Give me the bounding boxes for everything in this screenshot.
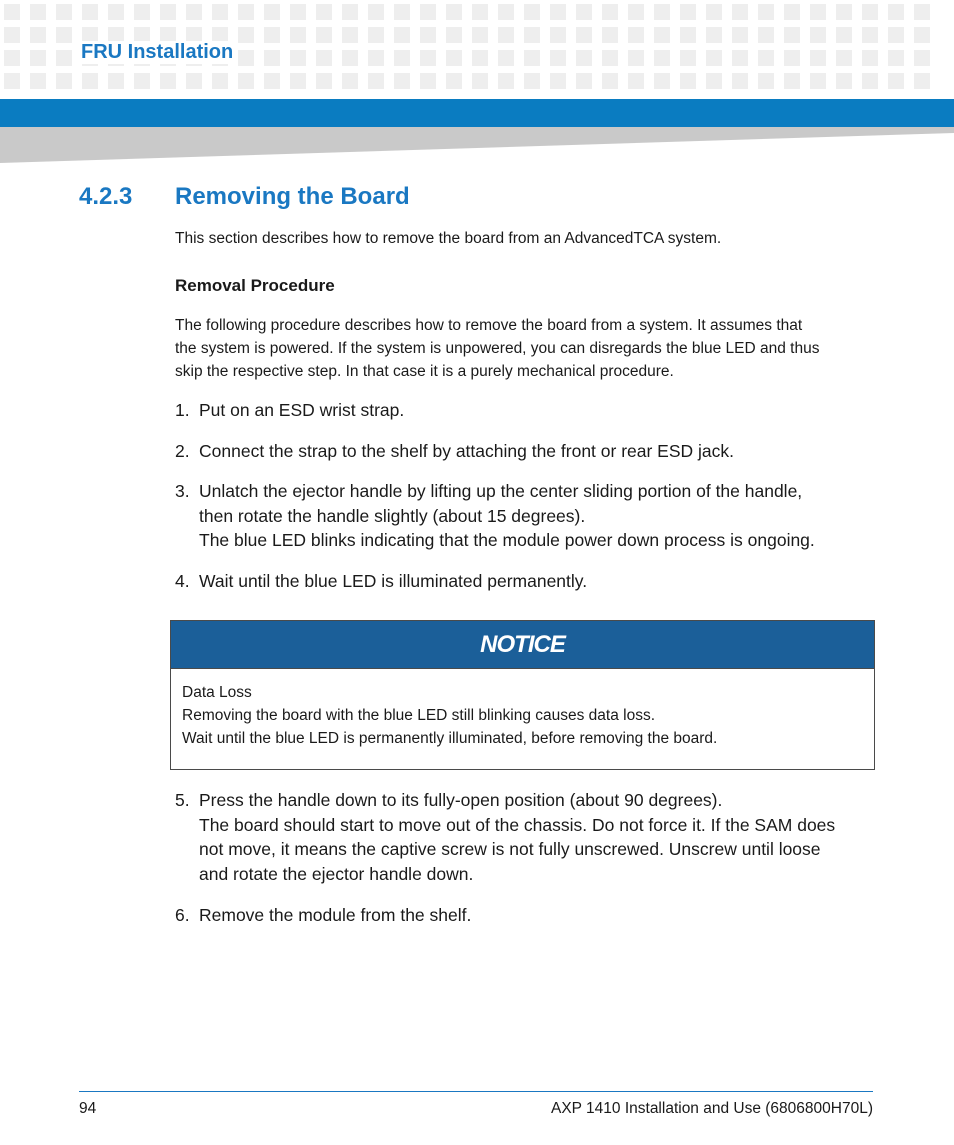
header-pattern-square	[758, 4, 774, 20]
step-line: The board should start to move out of the chassis. Do not force it. If the SAM does	[199, 814, 836, 835]
header-pattern-square	[602, 27, 618, 43]
header-pattern-square	[30, 73, 46, 89]
header-pattern-square	[654, 27, 670, 43]
header-pattern-square	[30, 27, 46, 43]
header-pattern-square	[394, 73, 410, 89]
procedure-description-line: skip the respective step. In that case it is a purely mechanical procedure.	[175, 363, 674, 380]
procedure-description-line: the system is powered. If the system is unpowered, you can disregards the blue LED and thus	[175, 340, 820, 357]
header-pattern-square	[160, 73, 176, 89]
header-pattern-square	[732, 27, 748, 43]
notice-line: Removing the board with the blue LED still blinking causes data loss.	[182, 707, 656, 724]
header-pattern-square	[342, 27, 358, 43]
step-line: The blue LED blinks indicating that the module power down process is ongoing.	[199, 530, 815, 550]
header-pattern-square	[472, 4, 488, 20]
header-pattern-square	[498, 73, 514, 89]
step-number: 2.	[175, 441, 190, 461]
header-pattern-square	[654, 4, 670, 20]
header-pattern-square	[4, 73, 20, 89]
header-pattern-square	[446, 4, 462, 20]
running-header-title: FRU Installation	[81, 41, 234, 63]
procedure-step-4	[175, 569, 875, 594]
header-pattern-square	[498, 50, 514, 66]
header-pattern-square	[420, 27, 436, 43]
step-number: 1.	[175, 400, 190, 420]
header-pattern-square	[758, 50, 774, 66]
header-pattern-square	[732, 4, 748, 20]
step-line: then rotate the handle slightly (about 15 degrees).	[199, 505, 586, 526]
header-pattern-square	[862, 73, 878, 89]
header-pattern-square	[82, 73, 98, 89]
header-pattern-square	[524, 4, 540, 20]
header-pattern-square	[550, 4, 566, 20]
header-pattern-square	[4, 27, 20, 43]
header-pattern-square	[758, 27, 774, 43]
header-pattern-square	[134, 4, 150, 20]
header-pattern-square	[810, 27, 826, 43]
header-pattern-square	[680, 73, 696, 89]
step-line: Press the handle down to its fully-open position (about 90 degrees).	[199, 790, 723, 810]
header-pattern-square	[264, 50, 280, 66]
header-pattern-square	[576, 4, 592, 20]
header-pattern-square	[784, 73, 800, 89]
header-pattern-square	[784, 27, 800, 43]
procedure-heading: Removal Procedure	[175, 276, 335, 295]
notice-label: NOTICE	[480, 630, 565, 658]
header-pattern-square	[238, 73, 254, 89]
header-pattern-square	[576, 50, 592, 66]
header-pattern-square	[524, 50, 540, 66]
header-pattern-square	[368, 50, 384, 66]
step-line: Wait until the blue LED is illuminated permanently.	[199, 571, 588, 591]
header-pattern-square	[290, 50, 306, 66]
header-pattern-square	[862, 27, 878, 43]
header-pattern-square	[316, 73, 332, 89]
step-line: Put on an ESD wrist strap.	[199, 400, 405, 420]
notice-body	[171, 669, 874, 750]
header-pattern-square	[498, 4, 514, 20]
header-pattern-square	[82, 4, 98, 20]
header-pattern-square	[368, 27, 384, 43]
notice-line: Wait until the blue LED is permanently illuminated, before removing the board.	[182, 730, 718, 747]
header-pattern-square	[810, 73, 826, 89]
header-pattern-square	[316, 50, 332, 66]
header-pattern-square	[290, 73, 306, 89]
header-pattern-square	[628, 50, 644, 66]
header-pattern-square	[602, 4, 618, 20]
header-pattern-square	[524, 73, 540, 89]
page-number: 94	[79, 1100, 97, 1117]
section-intro: This section describes how to remove the board from an AdvancedTCA system.	[175, 230, 722, 247]
step-line: Unlatch the ejector handle by lifting up the center sliding portion of the handle,	[199, 481, 803, 501]
header-pattern-square	[628, 4, 644, 20]
header-pattern-square	[316, 27, 332, 43]
step-line: and rotate the ejector handle down.	[199, 863, 474, 884]
header-pattern-square	[290, 27, 306, 43]
header-pattern-square	[342, 73, 358, 89]
header-pattern-square	[836, 73, 852, 89]
header-pattern-square	[524, 27, 540, 43]
header-pattern-square	[576, 27, 592, 43]
section-title: Removing the Board	[175, 183, 410, 210]
procedure-step-5	[175, 788, 875, 886]
header-pattern-square	[706, 73, 722, 89]
header-pattern-square	[420, 73, 436, 89]
step-number: 5.	[175, 790, 190, 810]
section-number: 4.2.3	[79, 183, 133, 210]
step-line: Connect the strap to the shelf by attaching the front or rear ESD jack.	[199, 441, 735, 461]
header-pattern-square	[342, 4, 358, 20]
header-pattern-square	[394, 4, 410, 20]
header-pattern-square	[368, 4, 384, 20]
header-pattern-square	[134, 73, 150, 89]
header-pattern-square	[446, 50, 462, 66]
header-pattern-square	[836, 4, 852, 20]
notice-box	[170, 620, 875, 770]
header-pattern-square	[628, 73, 644, 89]
header-pattern-square	[420, 4, 436, 20]
header-pattern-square	[212, 73, 228, 89]
header-pattern-square	[160, 4, 176, 20]
header-pattern-square	[264, 27, 280, 43]
header-pattern-square	[680, 27, 696, 43]
procedure-step-2	[175, 439, 875, 464]
header-pattern-square	[264, 4, 280, 20]
header-pattern-square	[394, 50, 410, 66]
header-pattern-square	[784, 50, 800, 66]
header-pattern-square	[472, 73, 488, 89]
step-number: 4.	[175, 571, 190, 591]
header-pattern-square	[888, 27, 904, 43]
header-pattern-square	[550, 50, 566, 66]
header-pattern-square	[706, 27, 722, 43]
header-pattern-square	[420, 50, 436, 66]
header-grey-wedge	[0, 127, 954, 163]
procedure-step-6	[175, 903, 875, 928]
header-pattern-square	[238, 27, 254, 43]
procedure-description-line: The following procedure describes how to remove the board from a system. It assumes that	[175, 317, 803, 334]
header-pattern-square	[108, 73, 124, 89]
header-pattern-square	[472, 50, 488, 66]
notice-line: Data Loss	[182, 684, 252, 701]
header-pattern-square	[732, 50, 748, 66]
header-pattern-square	[56, 50, 72, 66]
header-pattern-square	[342, 50, 358, 66]
footer-rule	[79, 1091, 873, 1092]
header-blue-band	[0, 99, 954, 127]
header-pattern-square	[654, 50, 670, 66]
header-pattern-square	[472, 27, 488, 43]
header-pattern-square	[186, 73, 202, 89]
header-pattern-square	[784, 4, 800, 20]
header-pattern-square	[394, 27, 410, 43]
procedure-step-1	[175, 398, 875, 423]
header-pattern-square	[914, 50, 930, 66]
header-pattern-square	[56, 4, 72, 20]
header-pattern-square	[4, 4, 20, 20]
header-pattern-square	[810, 4, 826, 20]
notice-header	[171, 621, 874, 669]
header-pattern-square	[264, 73, 280, 89]
header-pattern-square	[4, 50, 20, 66]
header-pattern-square	[498, 27, 514, 43]
header-pattern-square	[602, 73, 618, 89]
header-pattern-square	[836, 27, 852, 43]
header-pattern-square	[550, 73, 566, 89]
header-pattern-square	[30, 4, 46, 20]
header-pattern-square	[550, 27, 566, 43]
header-pattern-square	[862, 4, 878, 20]
header-pattern-square	[238, 4, 254, 20]
header-pattern-square	[290, 4, 306, 20]
procedure-step-3	[175, 479, 875, 553]
header-pattern-square	[56, 27, 72, 43]
header-pattern-square	[446, 73, 462, 89]
header-pattern-square	[576, 73, 592, 89]
header-pattern-square	[680, 4, 696, 20]
header-pattern-square	[888, 73, 904, 89]
header-pattern-square	[368, 73, 384, 89]
header-pattern-square	[914, 27, 930, 43]
procedure-description	[175, 314, 875, 383]
step-line: not move, it means the captive screw is not fully unscrewed. Unscrew until loose	[199, 839, 821, 859]
header-pattern-square	[732, 73, 748, 89]
header-pattern-square	[186, 4, 202, 20]
step-number: 3.	[175, 481, 190, 501]
header-pattern-square	[706, 50, 722, 66]
header-pattern-square	[758, 73, 774, 89]
step-line: Remove the module from the shelf.	[199, 905, 472, 925]
header-pattern-square	[108, 4, 124, 20]
header-pattern-square	[862, 50, 878, 66]
header-pattern-square	[446, 27, 462, 43]
header-pattern-square	[836, 50, 852, 66]
header-pattern-square	[914, 4, 930, 20]
footer-doc-title: AXP 1410 Installation and Use (6806800H70L)	[551, 1100, 873, 1117]
header-pattern-square	[238, 50, 254, 66]
header-pattern-square	[654, 73, 670, 89]
header-pattern-square	[316, 4, 332, 20]
header-pattern-square	[602, 50, 618, 66]
header-pattern-square	[914, 73, 930, 89]
header-pattern-square	[628, 27, 644, 43]
header-pattern-square	[680, 50, 696, 66]
header-pattern-square	[888, 50, 904, 66]
header-pattern-square	[706, 4, 722, 20]
header-pattern-square	[56, 73, 72, 89]
header-pattern-square	[212, 4, 228, 20]
header-pattern-square	[888, 4, 904, 20]
header-pattern-square	[30, 50, 46, 66]
step-number: 6.	[175, 905, 190, 925]
header-pattern-square	[810, 50, 826, 66]
